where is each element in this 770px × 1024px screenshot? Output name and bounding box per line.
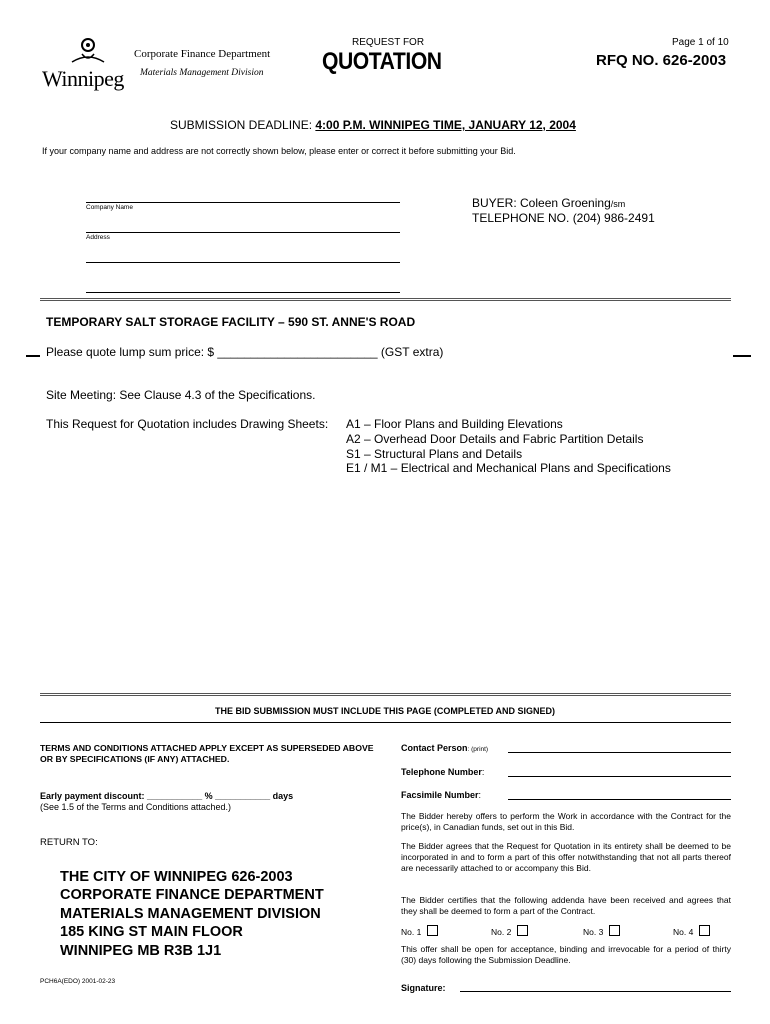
page-number: Page 1 of 10 — [672, 37, 729, 48]
contact-person-label: Contact Person — [401, 743, 468, 753]
department-name: Corporate Finance Department — [134, 48, 271, 60]
bid-heading-rule — [40, 722, 731, 723]
division-name: Materials Management Division — [140, 68, 264, 78]
drawing-sheet-item: A2 – Overhead Door Details and Fabric Partition Details — [346, 431, 644, 446]
addendum-2-checkbox[interactable] — [517, 925, 528, 936]
return-to-label: RETURN TO: — [40, 837, 98, 848]
drawing-sheet-item: E1 / M1 – Electrical and Mechanical Plans and Specifications — [346, 461, 671, 476]
lump-sum-price-line: Please quote lump sum price: $ ________________________ (GST extra) — [46, 345, 444, 359]
company-name-field[interactable] — [86, 190, 400, 203]
addendum-3-checkbox[interactable] — [609, 925, 620, 936]
signature-label: Signature: — [401, 983, 446, 993]
buyer-initials: /sm — [610, 199, 626, 209]
signature-field[interactable] — [460, 981, 731, 992]
drawings-intro: This Request for Quotation includes Drawing Sheets: — [46, 417, 329, 431]
telephone-row — [401, 767, 484, 777]
return-address-line: MATERIALS MANAGEMENT DIVISION — [60, 905, 321, 922]
site-meeting-text: Site Meeting: See Clause 4.3 of the Specifications. — [46, 388, 316, 402]
addendum-2: No. 2 — [491, 925, 528, 937]
quotation-title: QUOTATION — [322, 48, 442, 75]
addendum-3: No. 3 — [583, 925, 620, 937]
return-address-line: THE CITY OF WINNIPEG 626-2003 — [60, 869, 293, 885]
facsimile-colon: : — [478, 790, 482, 800]
rfq-number: RFQ NO. 626-2003 — [596, 52, 727, 69]
drawing-sheets-list — [346, 417, 671, 476]
request-for-label: REQUEST FOR — [352, 37, 425, 48]
instruction-text: If your company name and address are not correctly shown below, please enter or correct it before submitting your Bid. — [42, 146, 516, 156]
telephone-colon: : — [481, 767, 485, 777]
section-divider-bid — [40, 693, 731, 696]
logo-wordmark: Winnipeg — [42, 66, 124, 91]
contact-person-field[interactable] — [508, 742, 731, 753]
return-address-line: 185 KING ST MAIN FLOOR — [60, 924, 243, 941]
facsimile-row — [401, 790, 481, 800]
city-logo — [42, 32, 126, 96]
addendum-4-checkbox[interactable] — [699, 925, 710, 936]
addendum-1: No. 1 — [401, 925, 438, 937]
address-label: Address — [86, 234, 110, 241]
return-address — [60, 868, 324, 960]
address-field-1[interactable] — [86, 220, 400, 233]
drawing-sheet-item: A1 – Floor Plans and Building Elevations — [346, 417, 563, 431]
discount-note: (See 1.5 of the Terms and Conditions attached.) — [40, 802, 231, 812]
return-address-line: CORPORATE FINANCE DEPARTMENT — [60, 887, 324, 904]
buyer-telephone: TELEPHONE NO. (204) 986-2491 — [472, 211, 655, 225]
company-name-label: Company Name — [86, 204, 133, 211]
contact-person-hint: : (print) — [467, 746, 489, 753]
addenda-certification-text: The Bidder certifies that the following addenda have been received and agrees that they shall be deemed to form a part of the Contract. — [401, 895, 731, 917]
addendum-1-checkbox[interactable] — [427, 925, 438, 936]
terms-conditions: TERMS AND CONDITIONS ATTACHED APPLY EXCEPT AS SUPERSEDED ABOVE OR BY SPECIFICATIONS (IF ANY) ATTACHED. — [40, 743, 374, 764]
bidder-offer-text: The Bidder hereby offers to perform the Work in accordance with the Contract for the price(s), in Canadian funds, set out in this Bid. — [401, 811, 731, 833]
buyer-name — [472, 196, 625, 210]
facsimile-field[interactable] — [508, 789, 731, 800]
offer-validity-text: This offer shall be open for acceptance, binding and irrevocable for a period of thirty (30) days following the Submission Deadline. — [401, 944, 731, 966]
addendum-4: No. 4 — [673, 925, 710, 937]
address-field-3[interactable] — [86, 280, 400, 293]
drawing-sheet-item: S1 – Structural Plans and Details — [346, 446, 523, 461]
submission-deadline — [170, 118, 576, 132]
buyer-line: BUYER: Coleen Groening — [472, 196, 611, 210]
project-title: TEMPORARY SALT STORAGE FACILITY – 590 ST. ANNE'S ROAD — [46, 315, 416, 329]
address-field-2[interactable] — [86, 250, 400, 263]
telephone-label: Telephone Number — [401, 767, 482, 777]
facsimile-label: Facsimile Number — [401, 790, 479, 800]
winnipeg-crest-icon — [42, 32, 126, 66]
margin-mark-left — [26, 355, 40, 357]
deadline-label: SUBMISSION DEADLINE: — [170, 118, 313, 132]
deadline-value: 4:00 P.M. WINNIPEG TIME, JANUARY 12, 2004 — [315, 118, 576, 132]
margin-mark-right — [733, 355, 751, 357]
bid-heading: THE BID SUBMISSION MUST INCLUDE THIS PAGE (COMPLETED AND SIGNED) — [214, 706, 555, 716]
section-divider-top — [40, 298, 731, 301]
telephone-field[interactable] — [508, 766, 731, 777]
bidder-agreement-text: The Bidder agrees that the Request for Quotation in its entirety shall be deemed to be incorporated in and to form a part of this offer notwithstanding that not all parts thereof are necessarily attached to or accompany this Bid. — [401, 841, 731, 874]
early-payment-discount: Early payment discount: ___________ % ___________ days — [40, 791, 294, 801]
return-address-line: WINNIPEG MB R3B 1J1 — [60, 942, 222, 959]
form-code: PCH6A(EDO) 2001-02-23 — [40, 978, 116, 985]
